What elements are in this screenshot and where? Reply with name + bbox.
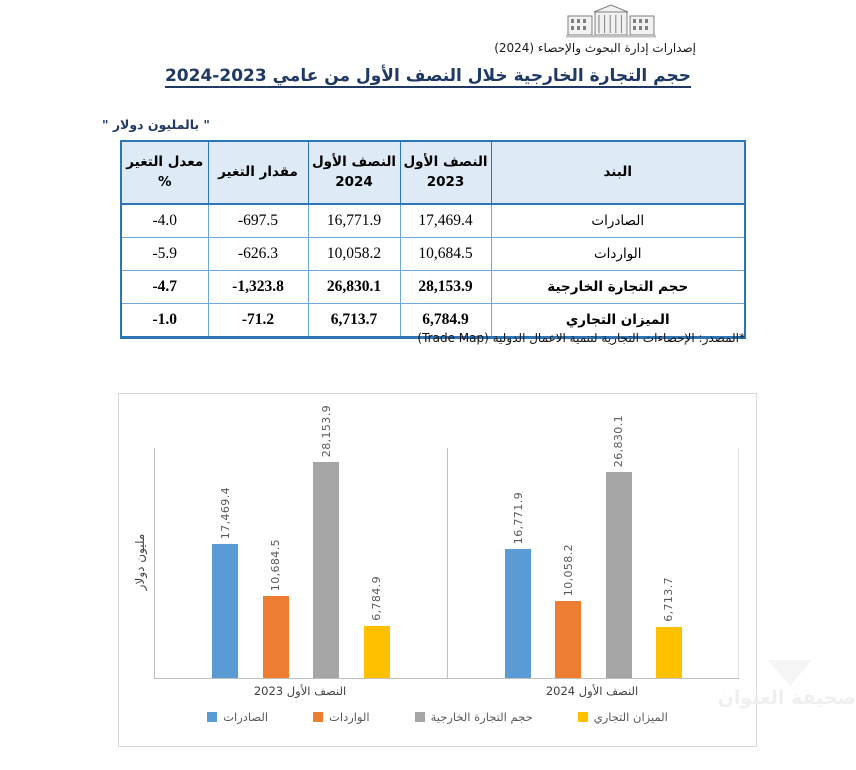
legend-label: الميزان التجاري	[593, 710, 668, 724]
col-header-change-rate	[121, 141, 208, 204]
legend-label: حجم التجارة الخارجية	[430, 710, 533, 724]
page-title	[0, 66, 856, 86]
legend-swatch	[207, 712, 217, 722]
table-header-row	[121, 141, 745, 204]
legend-swatch	[313, 712, 323, 722]
row-h1-2024: 6,713.7	[308, 304, 400, 338]
page-title-text: حجم التجارة الخارجية خلال النصف الأول من عامي 2023-2024	[164, 66, 692, 86]
trade-chart	[118, 393, 757, 747]
row-item: الميزان التجاري	[491, 304, 745, 338]
col-header-h1-2023-label: النصف الأول	[403, 153, 488, 170]
bar-series-0	[212, 544, 238, 678]
col-header-h1-2024-label: النصف الأول	[311, 153, 397, 170]
row-h1-2024: 10,058.2	[308, 238, 400, 271]
source-note: *المصدر: الإحصاءات التجارية لتنمية الاعمال الدولية (Trade Map)	[417, 331, 745, 345]
row-change-amount: -71.2	[208, 304, 308, 338]
bar-value-label: 17,469.4	[218, 486, 232, 539]
category-label-2024: النصف الأول 2024	[545, 684, 639, 698]
chevron-icon	[768, 660, 812, 686]
plot-area	[154, 404, 739, 679]
bar-slot	[364, 576, 390, 678]
bar-series-1	[555, 601, 581, 678]
row-h1-2023: 17,469.4	[400, 204, 491, 238]
row-h1-2023: 6,784.9	[400, 304, 491, 338]
table-row	[121, 271, 745, 304]
row-change-rate: -4.7	[121, 271, 208, 304]
row-change-amount: -697.5	[208, 204, 308, 238]
bar-slot	[212, 487, 238, 678]
chart-group-2024	[447, 414, 739, 678]
trade-table	[120, 140, 746, 339]
legend-label: الصادرات	[223, 710, 269, 724]
watermark	[717, 660, 856, 709]
bar-series-3	[364, 626, 390, 678]
row-h1-2024: 16,771.9	[308, 204, 400, 238]
col-header-h1-2023-year: 2023	[426, 173, 465, 190]
watermark-text: صحيفة العنوان	[717, 687, 856, 709]
bar-value-label: 16,771.9	[511, 491, 525, 544]
bar-value-label: 10,684.5	[269, 538, 283, 591]
category-axis	[154, 684, 738, 698]
y-axis-title: مليون دولار	[133, 533, 147, 591]
bar-slot	[263, 539, 289, 678]
row-change-rate: -5.9	[121, 238, 208, 271]
bar-slot	[606, 415, 632, 678]
bar-series-3	[656, 627, 682, 678]
bar-value-label: 10,058.2	[561, 543, 575, 596]
table-row	[121, 238, 745, 271]
row-h1-2023: 28,153.9	[400, 271, 491, 304]
row-h1-2024: 26,830.1	[308, 271, 400, 304]
bar-slot	[656, 577, 682, 678]
bar-slot	[505, 492, 531, 678]
row-change-rate: -4.0	[121, 204, 208, 238]
table-row	[121, 204, 745, 238]
bar-series-0	[505, 549, 531, 678]
legend-label: الواردات	[329, 710, 370, 724]
row-item: الواردات	[491, 238, 745, 271]
chart-legend	[119, 710, 756, 724]
publisher-caption: إصدارات إدارة البحوث والإحصاء (2024)	[494, 41, 696, 55]
col-header-h1-2024	[308, 141, 400, 204]
row-change-rate: -1.0	[121, 304, 208, 338]
row-change-amount: -626.3	[208, 238, 308, 271]
publisher-header	[494, 3, 696, 55]
legend-item	[207, 710, 268, 724]
row-item: حجم التجارة الخارجية	[491, 271, 745, 304]
legend-swatch	[578, 712, 588, 722]
col-header-item: البند	[491, 141, 745, 204]
col-header-change-rate-unit: %	[157, 173, 172, 190]
row-item: الصادرات	[491, 204, 745, 238]
bar-series-2	[606, 472, 632, 678]
bar-value-label: 28,153.9	[319, 404, 333, 457]
bar-series-2	[313, 462, 339, 678]
legend-swatch	[415, 712, 425, 722]
col-header-change-rate-label: معدل التغير	[126, 153, 204, 170]
category-label-2023: النصف الأول 2023	[253, 684, 347, 698]
col-header-h1-2024-year: 2024	[335, 173, 373, 190]
legend-item	[313, 710, 370, 724]
bar-slot	[313, 405, 339, 678]
unit-note: " بالمليون دولار "	[102, 117, 210, 132]
legend-item	[578, 710, 668, 724]
chart-group-2023	[155, 404, 447, 678]
bar-value-label: 6,784.9	[370, 576, 384, 621]
bar-value-label: 6,713.7	[662, 577, 676, 622]
row-h1-2023: 10,684.5	[400, 238, 491, 271]
col-header-h1-2023	[400, 141, 491, 204]
legend-item	[415, 710, 533, 724]
bar-series-1	[263, 596, 289, 678]
row-change-amount: -1,323.8	[208, 271, 308, 304]
bar-value-label: 26,830.1	[612, 414, 626, 467]
bar-slot	[555, 544, 581, 678]
building-icon	[565, 3, 657, 39]
col-header-change-amount: مقدار التغير	[208, 141, 308, 204]
